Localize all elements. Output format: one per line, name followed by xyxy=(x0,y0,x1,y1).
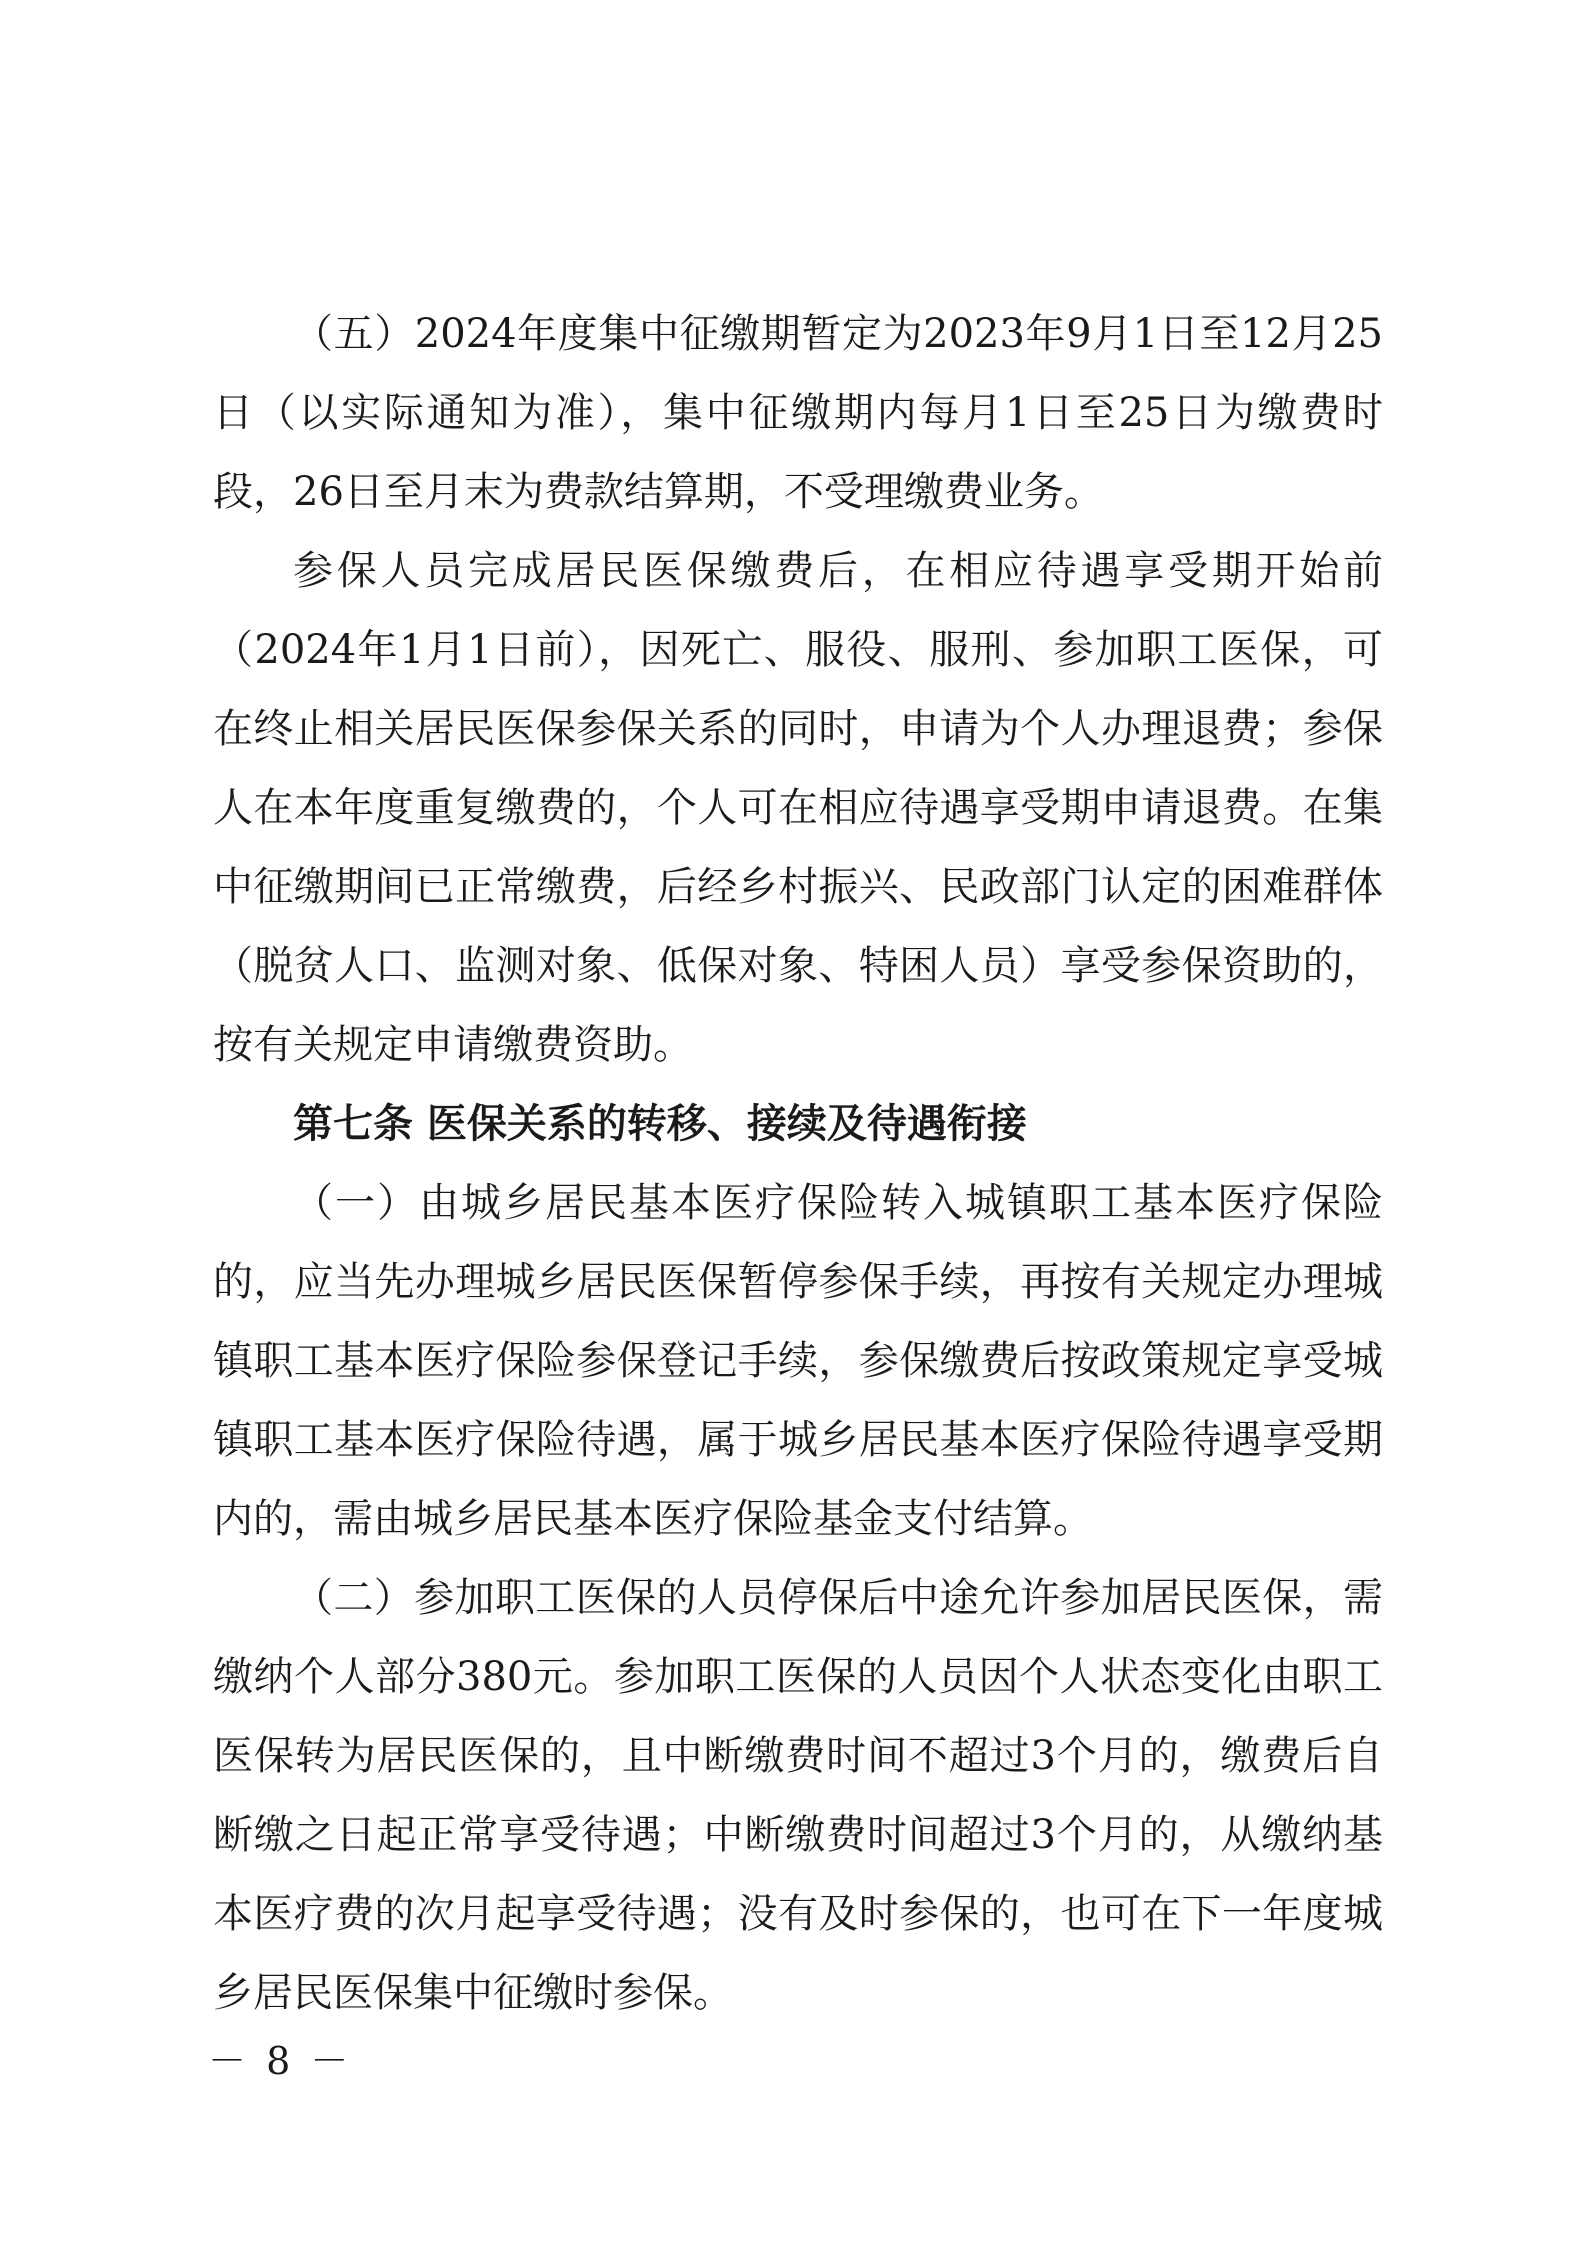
page-number: － 8 － xyxy=(208,2039,353,2083)
paragraph-collection-period: （五）2024年度集中征缴期暂定为2023年9月1日至12月25日（以实际通知为准），集中征缴期内每月1日至25日为缴费时段，26日至月末为费款结算期，不受理缴费业务。 xyxy=(213,311,1383,515)
paragraph-transfer-to-resident: （二）参加职工医保的人员停保后中途允许参加居民医保，需缴纳个人部分380元。参加职工医保的人员因个人状态变化由职工医保转为居民医保的，且中断缴费时间不超过3个月的，缴费后自断缴之日起正常享受待遇；中断缴费时间超过3个月的，从缴纳基本医疗费的次月起享受待遇；没有及时参保的，也可在下一年度城乡居民医保集中征缴时参保。 xyxy=(213,1575,1383,2016)
body-text xyxy=(213,295,1383,2033)
paragraph-refund-rules: 参保人员完成居民医保缴费后，在相应待遇享受期开始前（2024年1月1日前），因死亡、服役、服刑、参加职工医保，可在终止相关居民医保参保关系的同时，申请为个人办理退费；参保人在本年度重复缴费的，个人可在相应待遇享受期申请退费。在集中征缴期间已正常缴费，后经乡村振兴、民政部门认定的困难群体（脱贫人口、监测对象、低保对象、特困人员）享受参保资助的，按有关规定申请缴费资助。 xyxy=(213,548,1383,1068)
article-seven-heading: 第七条 医保关系的转移、接续及待遇衔接 xyxy=(293,1101,1027,1147)
paragraph-transfer-to-employee: （一）由城乡居民基本医疗保险转入城镇职工基本医疗保险的，应当先办理城乡居民医保暂停参保手续，再按有关规定办理城镇职工基本医疗保险参保登记手续，参保缴费后按政策规定享受城镇职工基本医疗保险待遇，属于城乡居民基本医疗保险待遇享受期内的，需由城乡居民基本医疗保险基金支付结算。 xyxy=(213,1180,1383,1542)
